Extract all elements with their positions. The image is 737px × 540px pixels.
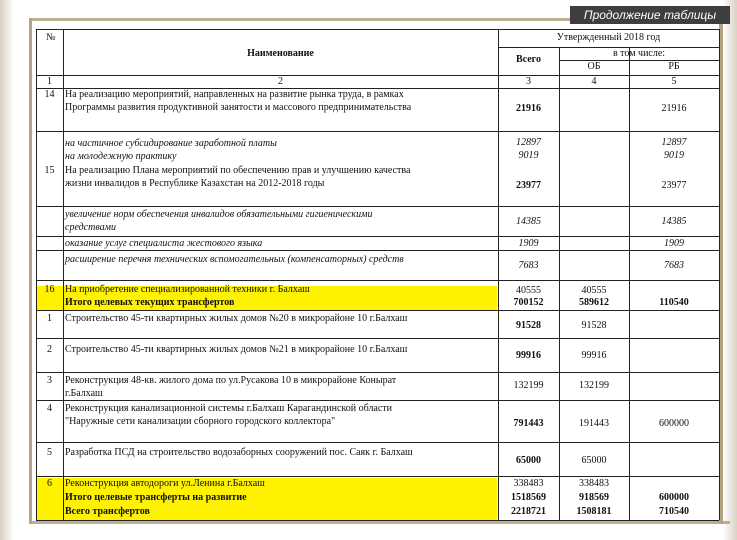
header-num: № bbox=[46, 32, 56, 43]
row-text: Разработка ПСД на строительство водозаборных сооружений пос. Саяк г. Балхаш bbox=[65, 447, 413, 458]
col-num-2: 2 bbox=[278, 76, 283, 87]
grid-line bbox=[36, 338, 719, 339]
cell-total: 91528 bbox=[516, 320, 541, 331]
row-text: на частичное субсидирование заработной платы bbox=[65, 138, 277, 149]
row-text: Реконструкция автодороги ул.Ленина г.Балхаш bbox=[65, 478, 265, 489]
cell-rb: 23977 bbox=[661, 180, 687, 191]
grid-line bbox=[559, 47, 560, 520]
row-text: Реконструкция канализационной системы г.Балхаш Карагандинской области bbox=[65, 403, 393, 414]
row-text: на молодежную практику bbox=[65, 151, 177, 162]
grid-line bbox=[36, 400, 719, 401]
header-including: в том числе: bbox=[612, 48, 666, 59]
left-border bbox=[29, 18, 32, 524]
header-total: Всего bbox=[516, 54, 541, 65]
row-number: 4 bbox=[47, 403, 52, 414]
cell-ob: 589612 bbox=[579, 297, 609, 308]
cell-total: 700152 bbox=[513, 297, 544, 308]
row-number: 1 bbox=[47, 313, 52, 324]
row-text: оказание услуг специалиста жестового языка bbox=[65, 238, 263, 249]
row-text: г.Балхаш bbox=[65, 388, 103, 399]
cell-total: 1518569 bbox=[511, 492, 546, 503]
grid-line bbox=[36, 280, 719, 281]
row-number: 16 bbox=[44, 284, 55, 295]
cell-total: 132199 bbox=[513, 380, 544, 391]
cell-ob: 918569 bbox=[579, 492, 609, 503]
subtotal-current-label: Итого целевых текущих трансфертов bbox=[65, 297, 235, 308]
row-text: Строительство 45-ти квартирных жилых домов №20 в микрорайоне 10 г.Балхаш bbox=[65, 313, 408, 324]
cell-rb: 14385 bbox=[661, 216, 687, 227]
grid-line bbox=[36, 29, 719, 30]
col-num-4: 4 bbox=[591, 76, 597, 87]
row-number: 14 bbox=[44, 89, 55, 100]
col-num-1: 1 bbox=[47, 76, 52, 87]
cell-rb: 600000 bbox=[659, 492, 689, 503]
grid-line bbox=[36, 250, 719, 251]
grid-line bbox=[36, 476, 719, 477]
cell-total: 14385 bbox=[516, 216, 541, 227]
cell-rb: 110540 bbox=[659, 297, 689, 308]
row-text: расширение перечня технических вспомогательных (компенсаторных) средств bbox=[65, 254, 404, 265]
cell-total: 1909 bbox=[518, 238, 539, 249]
cell-ob: 1508181 bbox=[576, 506, 612, 517]
row-number: 5 bbox=[47, 447, 52, 458]
cell-ob: 99916 bbox=[581, 350, 607, 361]
cell-total: 99916 bbox=[516, 350, 541, 361]
cell-total: 40555 bbox=[516, 285, 541, 296]
cell-total: 2218721 bbox=[511, 506, 546, 517]
cell-rb: 710540 bbox=[659, 506, 689, 517]
cell-total: 9019 bbox=[518, 150, 539, 161]
cell-rb: 7683 bbox=[664, 260, 684, 271]
cell-total: 65000 bbox=[516, 455, 541, 466]
cell-ob: 338483 bbox=[579, 478, 609, 489]
cell-total: 21916 bbox=[516, 103, 541, 114]
grid-line bbox=[36, 520, 719, 521]
grid-line bbox=[36, 310, 719, 311]
grid-line bbox=[63, 29, 64, 520]
cell-rb: 9019 bbox=[664, 150, 684, 161]
col-num-5: 5 bbox=[671, 76, 677, 87]
cell-total: 7683 bbox=[518, 260, 539, 271]
row-text: На реализацию мероприятий, направленных на развитие рынка труда, в рамках bbox=[65, 89, 404, 100]
cell-rb: 1909 bbox=[664, 238, 684, 249]
cell-ob: 91528 bbox=[581, 320, 607, 331]
grid-line bbox=[629, 47, 630, 520]
row-text: жизни инвалидов в Республике Казахстан на 2012-2018 годы bbox=[65, 178, 325, 189]
grid-line bbox=[36, 206, 719, 207]
header-rb: РБ bbox=[668, 61, 680, 72]
cell-ob: 191443 bbox=[579, 418, 609, 429]
row-number: 2 bbox=[47, 344, 52, 355]
grid-line bbox=[36, 131, 719, 132]
row-number: 6 bbox=[47, 478, 52, 489]
continuation-label: Продолжение таблицы bbox=[570, 6, 730, 24]
row-text: На реализацию Плана мероприятий по обеспечению прав и улучшению качества bbox=[65, 165, 411, 176]
cell-rb: 12897 bbox=[661, 137, 687, 148]
row-text: Программы развития продуктивной занятости и массового предпринимательства bbox=[65, 102, 412, 113]
grid-line bbox=[719, 29, 720, 520]
subtotal-development-label: Итого целевые трансферты на развитие bbox=[65, 492, 247, 503]
bottom-border bbox=[30, 521, 730, 524]
row-text: средствами bbox=[65, 222, 117, 233]
grid-line bbox=[36, 236, 719, 237]
cell-rb: 600000 bbox=[659, 418, 689, 429]
cell-total: 12897 bbox=[516, 137, 541, 148]
row-text: увеличение норм обеспечения инвалидов обязательными гигиеническими bbox=[65, 209, 373, 220]
cell-total: 23977 bbox=[516, 180, 541, 191]
grid-line bbox=[36, 372, 719, 373]
header-ob: ОБ bbox=[587, 61, 601, 72]
cell-ob: 65000 bbox=[581, 455, 607, 466]
header-approved: Утвержденный 2018 год bbox=[556, 32, 661, 43]
cell-total: 338483 bbox=[513, 478, 544, 489]
cell-rb: 21916 bbox=[661, 103, 687, 114]
cell-ob: 132199 bbox=[579, 380, 609, 391]
row-text: На приобретение специализированной техники г. Балхаш bbox=[65, 284, 310, 295]
col-num-3: 3 bbox=[526, 76, 531, 87]
grid-line bbox=[36, 442, 719, 443]
row-text: "Наружные сети канализации сборного городского коллектора" bbox=[65, 416, 336, 427]
grand-total-label: Всего трансфертов bbox=[65, 506, 150, 517]
row-number: 15 bbox=[44, 165, 55, 176]
row-number: 3 bbox=[47, 375, 52, 386]
cell-total: 791443 bbox=[513, 418, 544, 429]
header-name: Наименование bbox=[247, 48, 314, 59]
row-text: Реконструкция 48-кв. жилого дома по ул.Русакова 10 в микрорайоне Конырат bbox=[65, 375, 397, 386]
row-text: Строительство 45-ти квартирных жилых домов №21 в микрорайоне 10 г.Балхаш bbox=[65, 344, 408, 355]
cell-ob: 40555 bbox=[581, 285, 607, 296]
